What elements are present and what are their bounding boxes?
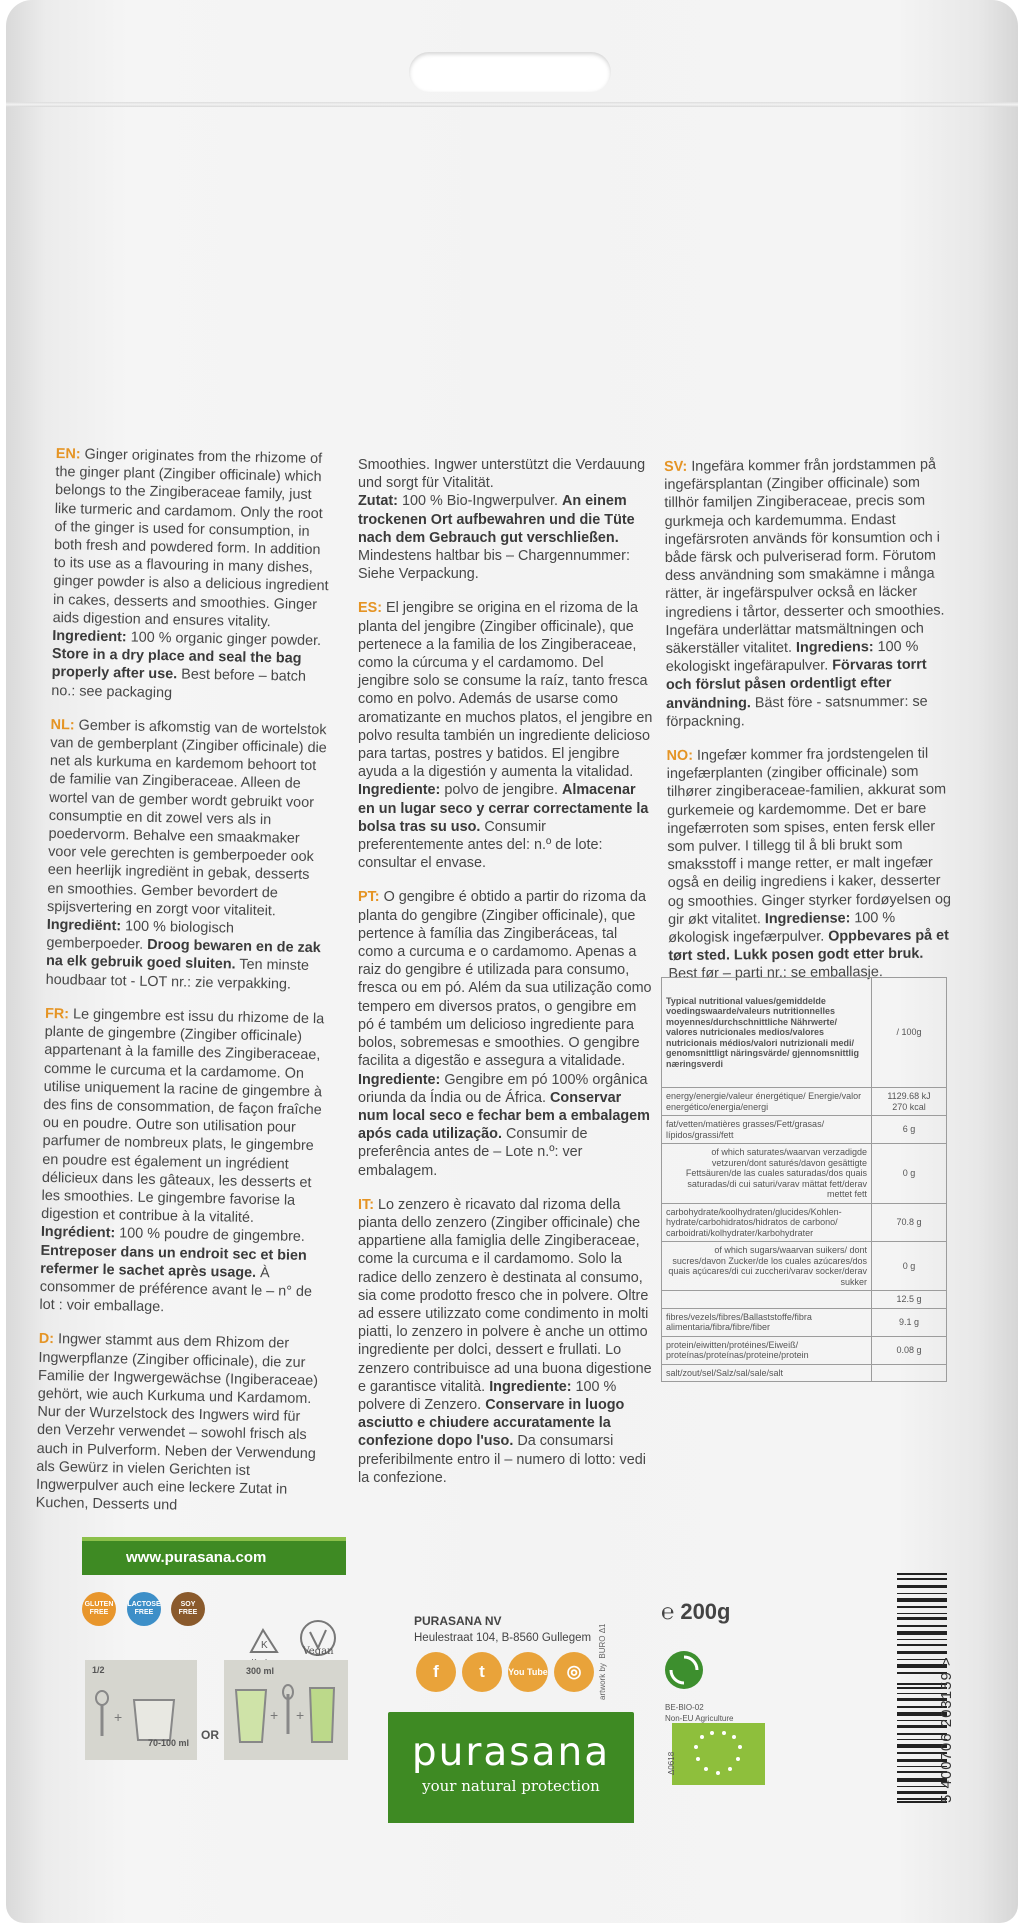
green-dot-recycling-icon	[665, 1651, 703, 1689]
nutrition-row-label	[662, 1291, 872, 1309]
text-column-1	[35, 445, 336, 1534]
text-nl: NL: Gember is afkomstig van de wortelstok van de gemberplant (Zingiber officinale) die net als kurkuma en kardemom behoort tot de familie van Zingiberaceae. Alleen de wortel van de gember wordt gebruikt voor consumptie en dit zowel vers als in poedervorm. Behalve een smaakmaker voor vele gerechten is gemberpoeder ook een heerlijk ingrediënt in gebak, desserts en smoothies. Gember bevordert de spijsvertering en zorgt voor vitaliteit. Ingrediënt: 100 % biologisch gemberpoeder. Droog bewaren en de zak na elk gebruik goed sluiten. Ten minste houdbaar tot - LOT nr.: zie verpakking.	[45, 716, 327, 993]
brand-tagline: your natural protection	[422, 1777, 600, 1795]
nutrition-row-label: carbohydrate/koolhydraten/glucides/Kohlen- hydrate/carbohidratos/hidratos de carbono/ carboidrati/kolhydrater/karbohydrater	[662, 1203, 872, 1242]
nutrition-row-value: 0 g	[872, 1242, 947, 1291]
nutrition-row-value: 1129.68 kJ 270 kcal	[872, 1088, 947, 1116]
hang-hole	[409, 52, 611, 92]
text-column-3	[664, 456, 954, 1000]
svg-text:+: +	[296, 1707, 305, 1723]
lot-code: Δ0618	[667, 1751, 676, 1775]
text-de-part1: D: Ingwer stammt aus dem Rhizom der Ingwerpflanze (Zingiber officinale), die zur Familie der Ingwergewächse (Ingiberaceae) gehört, wie auch Kurkuma und Kardamom. Nur der Wurzelstock des Ingwers wird für den Verzehr verwendet – sowohl frisch als auch in Pulverform. Neben der Verwendung als Gewürz in vielen Gerichten ist Ingwerpulver auch eine leckere Zutat in Kuchen, Desserts und	[35, 1331, 319, 1514]
vegan-logo: Vegan	[296, 1618, 340, 1657]
nutrition-header-label: Typical nutritional values/gemiddelde voedingswaarde/valeurs nutritionnelles moyennes/durchschnittliche Nährwerte/ valores nutricionales medios/valores nutricionais médios/valori nutrizionali medi/ genomsnittligt näringsvärde/ gjennomsnittlig næringsverdi	[662, 978, 872, 1088]
twitter-icon[interactable]: t	[462, 1652, 502, 1692]
nutrition-table	[661, 977, 947, 1382]
prep-or: OR	[201, 1728, 219, 1742]
nutrition-row-label: protein/eiwitten/protéines/Eiweiß/ proteínas/proteínas/proteine/protein	[662, 1336, 872, 1364]
text-pt: PT: O gengibre é obtido a partir do rizoma da planta do gengibre (Zingiber officinale), que pertence à família das Zingiberáceas, tal como a curcuma e o cardamomo. Apenas a raiz do gengibre é utilizada para consumo, fresca ou em pó. Além da sua utilização como tempero em diversos pratos, o gengibre em pó é também um delicioso ingrediente para bolos, sobremesas e smoothies. O gengibre facilita a digestão e assegura a vitalidade. Ingrediente: Gengibre em pó 100% orgânica oriunda da Índia ou de África. Conservar num local seco e fechar bem a embalagem após cada utilização. Consumir de preferência antes de – Lote n.º: ver embalagem.	[358, 889, 652, 1179]
brand-name: purasana	[411, 1730, 611, 1775]
estimated-sign-icon: ℮	[661, 1599, 675, 1624]
text-no: NO: Ingefær kommer fra jordstengelen til ingefærplanten (zingiber officinale) som tilhører zingiberaceae-familien, akkurat som gurkemeie og kardemomme. Det er bare ingefærroten som spises, enten fersk eller som pulver. I tillegg til å bli brukt som smaksstoff i mange retter, er malt ingefær også en deilig ingrediens i kaker, desserter og smoothies. Ginger styrker fordøyelsen og gir økt vitalitet. Ingrediense: 100 % økologisk ingefærpulver. Oppbevares på et tørt sted. Lukk posen godt etter bruk. Best før – parti nr.: se emballasje.	[666, 745, 952, 983]
text-it: IT: Lo zenzero è ricavato dal rizoma della pianta dello zenzero (Zingiber officinale) che appartiene alla famiglia delle Zingiberaceae, come la curcuma e il cardamomo. Solo la radice dello zenzero è destinata al consumo, sia come prodotto fresco che in polvere. Oltre ad essere utilizzato come condimento in molti piatti, lo zenzero in polvere è anche un ottimo ingrediente per dolci, dessert e frullati. Lo zenzero contribuisce ad una buona digestione e garantisce vitalità. Ingrediente: 100 % polvere di Zenzero. Conservare in luogo asciutto e chiudere accuratamente la confezione dopo l'uso. Da consumarsi preferibilmente entro il – numero di lotto: vedi la confezione.	[358, 1196, 652, 1486]
zip-seal	[6, 102, 1018, 107]
soy-free-badge: SOY FREE	[171, 1592, 205, 1626]
text-es: ES: El jengibre se origina en el rizoma de la planta del jengibre (Zingiber officinale), que pertenece a la familia de los Zingiberaceae, como la cúrcuma y el cardamomo. Del jengibre solo se consume la raíz, tanto fresca como en polvo. Además de usarse como aromatizante en muchos platos, el jengibre en polvo resulta también un ingrediente delicioso para tartas, postres y batidos. El jengibre ayuda a la digestión y aumenta la vitalidad. Ingrediente: polvo de jengibre. Almacenar en un lugar seco y cerrar correctamente la bolsa tras su uso. Consumir preferentemente antes del: n.º de lote: consultar el envase.	[358, 600, 653, 872]
nutrition-row	[662, 1116, 947, 1144]
svg-text:K: K	[261, 1640, 268, 1651]
svg-text:+: +	[270, 1707, 279, 1723]
instagram-icon[interactable]: ◎	[554, 1652, 594, 1692]
nutrition-row	[662, 1144, 947, 1204]
gluten-free-badge: GLUTEN FREE	[82, 1592, 116, 1626]
nutrition-row	[662, 1203, 947, 1242]
nutrition-row-value: 9.1 g	[872, 1308, 947, 1336]
nutrition-row-value: 12.5 g	[872, 1291, 947, 1309]
nutrition-header-row	[662, 978, 947, 1088]
text-sv: SV: Ingefära kommer från jordstammen på ingefärsplantan (Zingiber officinale) som tillhör familjen Zingiberaceae, precis som gurkmeja och kardemumma. Endast ingefärsroten används för konsumtion och i både färsk och pulveriserad form. Förutom dess användning som smakämne i många rätter, är ingefärspulver också en läcker ingrediens i tårtor, desserter och smoothies. Ingefära underlättar matsmältningen och säkerställer vitalitet. Ingrediens: 100 % ekologiskt ingefärapulver. Förvaras torrt och förslut påsen ordentligt efter användning. Bäst före - satsnummer: se förpackning.	[664, 456, 945, 730]
nutrition-row-label: fibres/vezels/fibres/Ballaststoffe/fibra alimentaria/fibra/fibre/fiber	[662, 1308, 872, 1336]
eu-leaf-stars-icon	[672, 1723, 765, 1785]
nutrition-row-value: 0 g	[872, 1144, 947, 1204]
prep-volume: 300 ml	[246, 1666, 275, 1676]
nutrition-header-value: / 100g	[872, 978, 947, 1088]
artwork-credit: artwork by BURO Δ1	[598, 1623, 607, 1700]
text-fr: FR: Le gingembre est issu du rhizome de la plante de gingembre (Zingiber officinale) appartenant à la famille des Zingiberaceae, comme le curcuma et la cardamome. On utilise uniquement la racine de gingembre à des fins de consommation, de façon fraîche ou en poudre. Outre son utilisation pour parfumer de nombreux plats, le gingembre en poudre est également un ingrédient délicieux dans les gâteaux, les desserts et les smoothies. Le gingembre favorise la digestion et contribue à la vitalité. Ingrédient: 100 % poudre de gingembre. Entreposer dans un endroit sec et bien refermer le sachet après usage. À consommer de préférence avant le – n° de lot : voir emballage.	[39, 1005, 325, 1316]
nutrition-row-label: salt/zout/sel/Salz/sal/sale/salt	[662, 1364, 872, 1382]
glass-spoon-shaker-icon	[232, 1680, 342, 1752]
text-en: EN: Ginger originates from the rhizome of the ginger plant (Zingiber officinale) which belongs to the Zingiberaceae family, just like turmeric and cardamom. Only the root of the ginger is used for consumption, in both fresh and powdered form. In addition to its use as a flavouring in many dishes, ginger powder is also a delicious ingredient in cakes, desserts and smoothies. Ginger aids digestion and ensures vitality. Ingredient: 100 % organic ginger powder. Store in a dry place and seal the bag properly after use. Best before – batch no.: see packaging	[51, 445, 329, 701]
nutrition-row-label: of which sugars/waarvan suikers/ dont sucres/davon Zucker/de los cuales azúcares/dos quais açúcares/di cui zuccheri/varav socker/derav sukker	[662, 1242, 872, 1291]
net-weight: ℮ 200g	[661, 1599, 731, 1624]
nutrition-row-label: energy/energie/valeur énergétique/ Energie/valor energético/energia/energi	[662, 1088, 872, 1116]
prep-amount: 1/2	[92, 1665, 105, 1675]
nutrition-row	[662, 1088, 947, 1116]
company-info	[414, 1613, 591, 1646]
kosher-icon	[247, 1626, 281, 1656]
barcode-number: 5 400706 203159 >	[938, 1656, 955, 1803]
nutrition-row-value: 0.08 g	[872, 1336, 947, 1364]
nutrition-row-label: fat/vetten/matières grasses/Fett/grasas/ lípidos/grassi/fett	[662, 1116, 872, 1144]
nutrition-row-value	[872, 1364, 947, 1382]
company-name: PURASANA NV	[414, 1614, 502, 1628]
svg-text:+: +	[114, 1709, 123, 1725]
nutrition-row	[662, 1336, 947, 1364]
nutrition-row	[662, 1242, 947, 1291]
recycle-arrows-icon	[665, 1651, 703, 1689]
youtube-icon[interactable]: You Tube	[508, 1652, 548, 1692]
facebook-icon[interactable]: f	[416, 1652, 456, 1692]
prep-water: 70-100 ml	[148, 1738, 190, 1748]
text-column-2	[358, 456, 654, 1503]
nutrition-row-value: 6 g	[872, 1116, 947, 1144]
brand-logo-block	[388, 1712, 634, 1823]
organic-certification: BE-BIO-02 Non-EU Agriculture	[665, 1703, 734, 1723]
nutrition-row-value: 70.8 g	[872, 1203, 947, 1242]
nutrition-row	[662, 1291, 947, 1309]
text-de-part2: Smoothies. Ingwer unterstützt die Verdauung und sorgt für Vitalität. Zutat: 100 % Bio-Ingwerpulver. An einem trockenen Ort aufbewahren und die Tüte nach dem Gebrauch gut verschließen. Mindestens haltbar bis – Chargennummer: Siehe Verpackung.	[358, 457, 646, 583]
eu-organic-leaf-icon	[672, 1723, 765, 1785]
nutrition-row	[662, 1308, 947, 1336]
company-address: Heulestraat 104, B-8560 Gullegem	[414, 1632, 592, 1644]
website-bar: www.purasana.com	[82, 1541, 346, 1575]
nutrition-row-label: of which saturates/waarvan verzadigde vetzuren/dont saturés/davon gesättigte Fettsäuren/de las cuales saturadas/dos quais saturadas/di cui saturi/varav mättat fett/derav mettet fett	[662, 1144, 872, 1204]
nutrition-row	[662, 1364, 947, 1382]
lactose-free-badge: LACTOSE FREE	[127, 1592, 161, 1626]
